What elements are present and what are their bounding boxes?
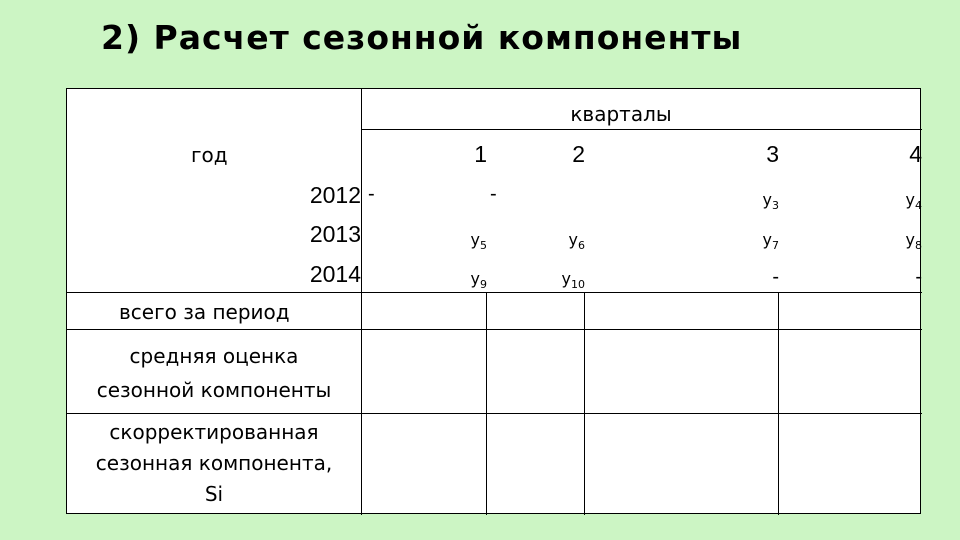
adjusted-row-label-line3: Si: [204, 482, 224, 506]
column-divider: [584, 292, 585, 515]
row-2014-q1-value: $y_9$: [470, 269, 487, 291]
quarters-header: кварталы: [570, 102, 672, 126]
row-2014-q2-value: $y_{10}$: [561, 269, 585, 291]
quarter-4-header: 4: [909, 141, 922, 167]
row-divider: [67, 292, 922, 293]
adjusted-row-label-line1: скорректированная: [109, 420, 319, 444]
year-column-header: год: [191, 143, 228, 167]
quarter-3-header: 3: [766, 141, 779, 167]
year-2013-label: 2013: [309, 221, 361, 247]
total-row-label: всего за период: [119, 300, 290, 324]
row-2012-q4-value: $y_4$: [905, 190, 922, 212]
row-2014-q4-dash: -: [915, 266, 922, 288]
row-divider: [67, 329, 922, 330]
row-2013-q1-value: $y_5$: [470, 230, 487, 252]
row-2013-q2-value: $y_6$: [568, 230, 585, 252]
quarter-2-header: 2: [572, 141, 585, 167]
year-2012-label: 2012: [309, 182, 361, 208]
average-row-label-line2: сезонной компоненты: [96, 378, 332, 402]
seasonal-component-table: [66, 88, 921, 514]
average-row-label-line1: средняя оценка: [129, 344, 299, 368]
adjusted-row-label-line2: сезонная компонента,: [95, 451, 333, 475]
row-2012-q2-dash: -: [490, 183, 497, 205]
quarter-1-header: 1: [474, 141, 487, 167]
row-divider: [67, 413, 922, 414]
column-divider: [361, 89, 362, 515]
row-2013-q4-value: $y_8$: [905, 230, 922, 252]
row-2012-q3-value: $y_3$: [762, 190, 779, 212]
column-divider: [778, 292, 779, 515]
slide-title: 2) Расчет сезонной компоненты: [101, 18, 743, 57]
row-2014-q3-dash: -: [772, 266, 779, 288]
header-divider: [361, 129, 922, 130]
column-divider: [486, 292, 487, 515]
row-2013-q3-value: $y_7$: [762, 230, 779, 252]
row-2012-dash: -: [368, 183, 375, 205]
year-2014-label: 2014: [309, 261, 361, 287]
